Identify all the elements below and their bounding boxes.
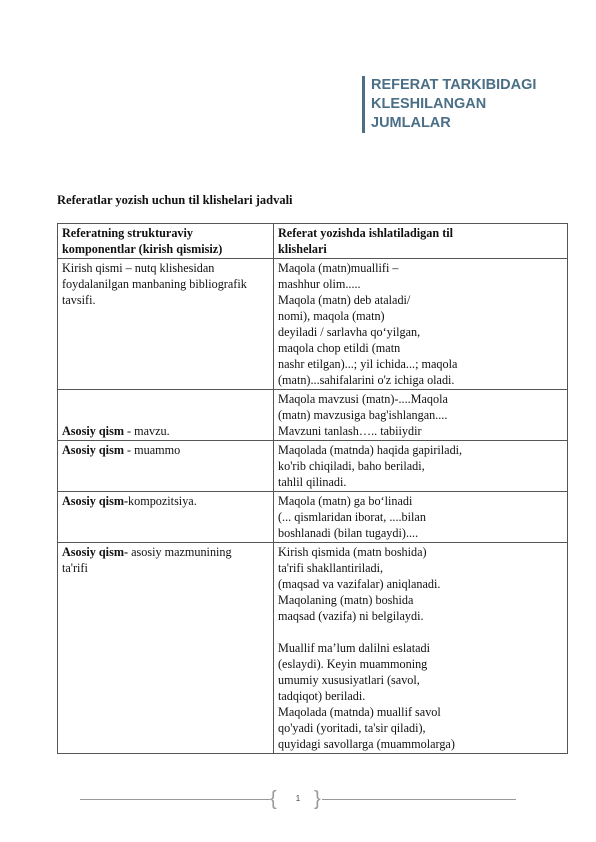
row-component-cell: Kirish qismi – nutq klishesidan foydalanilgan manbaning bibliografik tavsifi. (58, 259, 274, 390)
header-cell-components: Referatning strukturaviy komponentlar (kirish qismisiz) (58, 224, 274, 259)
header-cell-cliches: Referat yozishda ishlatiladigan til klishelari (274, 224, 568, 259)
table-row (58, 492, 568, 543)
row-cliche-cell: Maqola mavzusi (matn)-....Maqola (matn) mavzusiga bag'ishlangan.... Mavzuni tanlash….. tabiiydir (274, 390, 568, 441)
title-line: KLESHILANGAN (371, 96, 487, 112)
row-component-cell: Asosiy qism - muammo (58, 441, 274, 492)
table-caption: Referatlar yozish uchun til klishelari jadvali (57, 193, 293, 207)
row-cliche-cell: Maqolada (matnda) haqida gapiriladi, ko'rib chiqiladi, baho beriladi, tahlil qilinadi. (274, 441, 568, 492)
footer-bracket-right: } (314, 788, 321, 810)
row-component-cell: Asosiy qism- asosiy mazmunining ta'rifi (58, 543, 274, 754)
footer-divider-left (80, 799, 270, 800)
row-component-cell: Asosiy qism-kompozitsiya. (58, 492, 274, 543)
row-cliche-cell: Maqola (matn)muallifi – mashhur olim..... Maqola (matn) deb ataladi/ nomi), maqola (matn) deyiladi / sarlavha qo‘yilgan, maqola chop etildi (matn nashr etilgan)...; yil ichida...; maqola (matn)...sahifalarini o'z ichiga oladi. (274, 259, 568, 390)
table-row (58, 543, 568, 754)
table-row (58, 390, 568, 441)
row-cliche-cell: Maqola (matn) ga bo‘linadi (... qismlaridan iborat, ....bilan boshlanadi (bilan tugaydi).... (274, 492, 568, 543)
row-cliche-cell: Kirish qismida (matn boshida) ta'rifi shakllantiriladi, (maqsad va vazifalar) aniqlanadi. Maqolaning (matn) boshida maqsad (vazifa) ni belgilaydi. Muallif ma’lum dalilni eslatadi (eslaydi). Keyin muammoning umumiy xususiyatlari (savol, tadqiqot) beriladi. Maqolada (matnda) muallif savol qo'yadi (yoritadi, ta'sir qiladi), quyidagi savollarga (muammolarga) (274, 543, 568, 754)
table-header-row (58, 224, 568, 259)
cliche-table (57, 223, 568, 754)
table-row (58, 441, 568, 492)
title-line: REFERAT TARKIBIDAGI (371, 77, 537, 93)
document-title (362, 76, 571, 133)
footer-bracket-left: { (270, 788, 277, 810)
footer-divider-right (322, 799, 516, 800)
table-row (58, 259, 568, 390)
row-component-cell: Asosiy qism - mavzu. (58, 390, 274, 441)
page-number: 1 (295, 794, 301, 803)
title-line: JUMLALAR (371, 115, 451, 131)
